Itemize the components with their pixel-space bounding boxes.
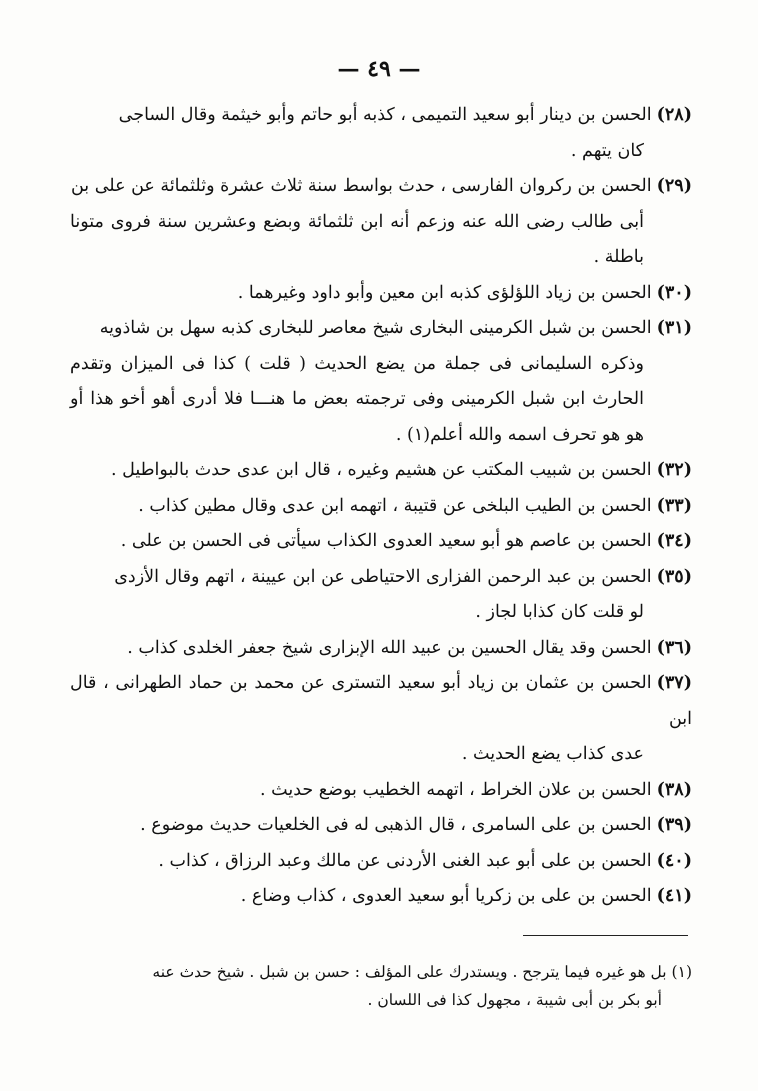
list-item <box>70 311 692 453</box>
entry-number: (٣٩) <box>656 815 692 835</box>
entry-number: (٣٧) <box>656 673 692 693</box>
entry-number: (٣٣) <box>656 495 692 516</box>
footnote-text: بل هو غيره فيما يترجح . ويستدرك على المؤلف : حسن بن شبل . شيخ حدث عنه <box>152 963 667 981</box>
entry-text: الحسن بن شبل الكرمينى البخارى شيخ معاصر للبخارى كذبه سهل بن شاذويه <box>99 318 652 338</box>
list-item <box>70 276 692 312</box>
list-item <box>70 773 692 809</box>
entry-text: الحسن بن عثمان بن زياد أبو سعيد التسترى عن محمد بن حماد الطهرانى ، قال ابن <box>70 673 692 729</box>
list-item <box>70 489 692 525</box>
footnote-number: (١) <box>671 963 692 981</box>
entry-continuation: لو قلت كان كذابا لجاز . <box>475 602 644 622</box>
list-item <box>70 169 692 276</box>
entry-text: الحسن بن ركروان الفارسى ، حدث بواسط سنة ثلاث عشرة وثلثمائة عن على بن <box>70 176 652 196</box>
entry-number: (٣٨) <box>656 779 692 800</box>
entry-text: الحسن بن عبد الرحمن الفزارى الاحتياطى عن ابن عيينة ، اتهم وقال الأزدى <box>114 566 652 587</box>
entry-number: (٣٦) <box>656 637 692 658</box>
entry-text: الحسن بن على بن زكريا أبو سعيد العدوى ، كذاب وضاع . <box>240 886 652 906</box>
entry-continuation: وذكره السليمانى فى جملة من يضع الحديث ( قلت ) كذا فى الميزان وتقدم الحارث ابن شبل الكرمينى وفى ترجمته بعض ما هنـــا فلا أدرى أهو أخو هذا أو هو هو تحرف اسمه والله أعلم(١) . <box>70 353 644 445</box>
footnote-divider <box>523 935 688 936</box>
footnote <box>70 958 692 1014</box>
entry-text: الحسن بن على أبو عبد الغنى الأردنى عن مالك وعبد الرزاق ، كذاب . <box>158 850 652 871</box>
list-item <box>70 98 692 169</box>
list-item <box>70 666 692 773</box>
list-item <box>70 631 692 667</box>
entry-number: (٢٩) <box>656 176 692 196</box>
entry-number: (٤١) <box>656 886 692 906</box>
entry-text: الحسن بن عاصم هو أبو سعيد العدوى الكذاب سيأتى فى الحسن بن على . <box>120 531 652 551</box>
list-item <box>70 879 692 915</box>
list-item <box>70 560 692 631</box>
entry-continuation: كان يتهم . <box>570 140 644 161</box>
entry-text: الحسن بن زياد اللؤلؤى كذبه ابن معين وأبو داود وغيرهما . <box>237 282 652 303</box>
entry-text: الحسن وقد يقال الحسين بن عبيد الله الإبزارى شيخ جعفر الخلدى كذاب . <box>127 637 652 658</box>
entry-text: الحسن بن شبيب المكتب عن هشيم وغيره ، قال ابن عدى حدث بالبواطيل . <box>110 460 652 480</box>
list-item <box>70 453 692 489</box>
entry-number: (٤٠) <box>656 850 692 871</box>
page-number: — ٤٩ — <box>337 56 421 82</box>
list-item <box>70 844 692 880</box>
entry-number: (٣٤) <box>656 531 692 551</box>
entry-number: (٣٥) <box>656 566 692 587</box>
entry-text: الحسن بن الطيب البلخى عن قتيبة ، اتهمه ابن عدى وقال مطين كذاب . <box>138 495 652 516</box>
list-item <box>70 524 692 560</box>
footnote-continuation: أبو بكر بن أبى شيبة ، مجهول كذا فى اللسان . <box>367 991 662 1009</box>
entry-number: (٢٨) <box>656 105 692 125</box>
entry-number: (٣١) <box>656 318 692 338</box>
list-item <box>70 808 692 844</box>
entry-text: الحسن بن دينار أبو سعيد التميمى ، كذبه أبو حاتم وأبو خيثمة وقال الساجى <box>118 105 652 125</box>
entry-text: الحسن بن على السامرى ، قال الذهبى له فى الخلعيات حديث موضوع . <box>140 815 652 835</box>
entry-number: (٣٢) <box>656 460 692 480</box>
entry-continuation: عدى كذاب يضع الحديث . <box>461 744 644 764</box>
entries-list <box>70 98 692 915</box>
entry-text: الحسن بن علان الخراط ، اتهمه الخطيب بوضع حديث . <box>260 779 652 800</box>
entry-continuation: أبى طالب رضى الله عنه وزعم أنه ابن ثلثمائة وبضع وعشرين سنة فروى متونا باطلة . <box>70 211 644 267</box>
entry-number: (٣٠) <box>656 282 692 303</box>
